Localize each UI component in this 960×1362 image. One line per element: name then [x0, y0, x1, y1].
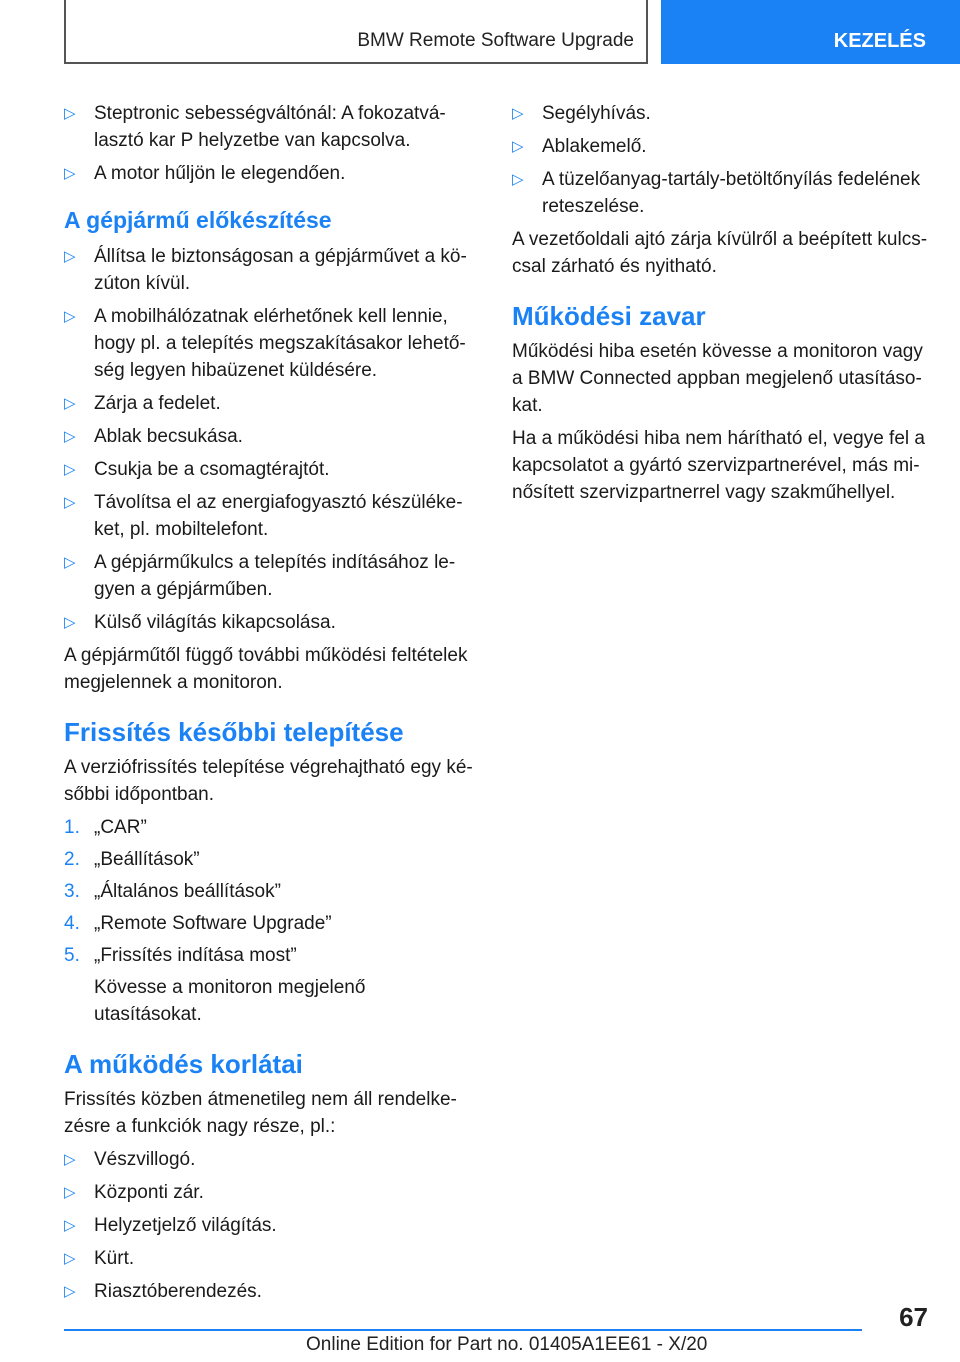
- list-item: ▷ Kürt.: [64, 1245, 476, 1272]
- list-item: ▷ A motor hűljön le elegendően.: [64, 160, 476, 187]
- list-item: ▷ Központi zár.: [64, 1179, 476, 1206]
- triangle-bullet-icon: ▷: [64, 428, 76, 445]
- list-item: ▷ Steptronic sebességváltónál: A fokozatvá-lasztó kar P helyzetbe van kapcsolva.: [64, 100, 476, 154]
- footer-edition: Online Edition for Part no. 01405A1EE61 - X/20: [306, 1334, 708, 1355]
- triangle-bullet-icon: ▷: [512, 171, 524, 188]
- list-item: ▷ Segélyhívás.: [512, 100, 928, 127]
- list-item: ▷ Zárja a fedelet.: [64, 390, 476, 417]
- section-heading-later-install: Frissítés későbbi telepítése: [64, 717, 404, 747]
- step-followup: Kövesse a monitoron megjelenő utasításokat.: [94, 977, 366, 1025]
- triangle-bullet-icon: ▷: [64, 165, 76, 182]
- section-tab-label: KEZELÉS: [833, 30, 926, 52]
- section-heading-preparation: A gépjármű előkészítése: [64, 207, 332, 233]
- list-item: ▷ Riasztóberendezés.: [64, 1278, 476, 1305]
- step-item: 5. „Frissítés indítása most”: [64, 942, 476, 969]
- page-number: 67: [899, 1302, 928, 1332]
- triangle-bullet-icon: ▷: [64, 1217, 76, 1234]
- list-item: ▷ Távolítsa el az energiafogyasztó készüléke-ket, pl. mobiltelefont.: [64, 489, 476, 543]
- step-number: 2.: [64, 849, 80, 870]
- triangle-bullet-icon: ▷: [512, 138, 524, 155]
- step-number: 3.: [64, 881, 80, 902]
- header-frame: [64, 0, 648, 64]
- triangle-bullet-icon: ▷: [64, 461, 76, 478]
- list-item: ▷ Vészvillogó.: [64, 1146, 476, 1173]
- step-item: 2. „Beállítások”: [64, 846, 476, 873]
- triangle-bullet-icon: ▷: [64, 105, 76, 122]
- triangle-bullet-icon: ▷: [64, 395, 76, 412]
- step-item: 4. „Remote Software Upgrade”: [64, 910, 476, 937]
- paragraph: Frissítés közben átmenetileg nem áll rendelke-zésre a funkciók nagy része, pl.:: [64, 1089, 457, 1137]
- paragraph: Működési hiba esetén kövesse a monitoron vagy a BMW Connected appban megjelenő utasításo-kat.: [512, 341, 923, 416]
- paragraph: A gépjárműtől függő további működési feltételek megjelennek a monitoron.: [64, 645, 468, 693]
- list-item: ▷ Ablakemelő.: [512, 133, 928, 160]
- left-column: [64, 100, 476, 1311]
- triangle-bullet-icon: ▷: [512, 105, 524, 122]
- step-number: 1.: [64, 817, 80, 838]
- step-number: 4.: [64, 913, 80, 934]
- triangle-bullet-icon: ▷: [64, 1283, 76, 1300]
- triangle-bullet-icon: ▷: [64, 1250, 76, 1267]
- triangle-bullet-icon: ▷: [64, 1151, 76, 1168]
- paragraph: A verziófrissítés telepítése végrehajtható egy ké-sőbbi időpontban.: [64, 757, 473, 805]
- section-heading-limits: A működés korlátai: [64, 1049, 303, 1079]
- right-column: [512, 100, 928, 512]
- list-item: ▷ Csukja be a csomagtérajtót.: [64, 456, 476, 483]
- list-item: ▷ A tüzelőanyag-tartály-betöltőnyílás fedelének reteszelése.: [512, 166, 928, 220]
- section-tab: [661, 0, 960, 64]
- step-number: 5.: [64, 945, 80, 966]
- triangle-bullet-icon: ▷: [64, 248, 76, 265]
- step-item: 3. „Általános beállítások”: [64, 878, 476, 905]
- list-item: ▷ A mobilhálózatnak elérhetőnek kell lennie, hogy pl. a telepítés megszakításakor lehető-ség legyen hibaüzenet küldésére.: [64, 303, 476, 384]
- paragraph: Ha a működési hiba nem hárítható el, vegye fel a kapcsolatot a gyártó szervizpartnerével, más mi-nősített szervizpartnerrel vagy szakműhellyel.: [512, 428, 925, 503]
- triangle-bullet-icon: ▷: [64, 494, 76, 511]
- triangle-bullet-icon: ▷: [64, 1184, 76, 1201]
- list-item: ▷ Ablak becsukása.: [64, 423, 476, 450]
- step-item: 1. „CAR”: [64, 814, 476, 841]
- list-item: ▷ Állítsa le biztonságosan a gépjárművet a kö-zúton kívül.: [64, 243, 476, 297]
- section-heading-fault: Működési zavar: [512, 301, 706, 331]
- triangle-bullet-icon: ▷: [64, 614, 76, 631]
- list-item: ▷ Külső világítás kikapcsolása.: [64, 609, 476, 636]
- list-item: ▷ A gépjárműkulcs a telepítés indításához le-gyen a gépjárműben.: [64, 549, 476, 603]
- triangle-bullet-icon: ▷: [64, 308, 76, 325]
- triangle-bullet-icon: ▷: [64, 554, 76, 571]
- footer-divider: [64, 1329, 862, 1331]
- header-title: BMW Remote Software Upgrade: [357, 30, 634, 51]
- paragraph: A vezetőoldali ajtó zárja kívülről a beépített kulcs-csal zárható és nyitható.: [512, 229, 928, 277]
- list-item: ▷ Helyzetjelző világítás.: [64, 1212, 476, 1239]
